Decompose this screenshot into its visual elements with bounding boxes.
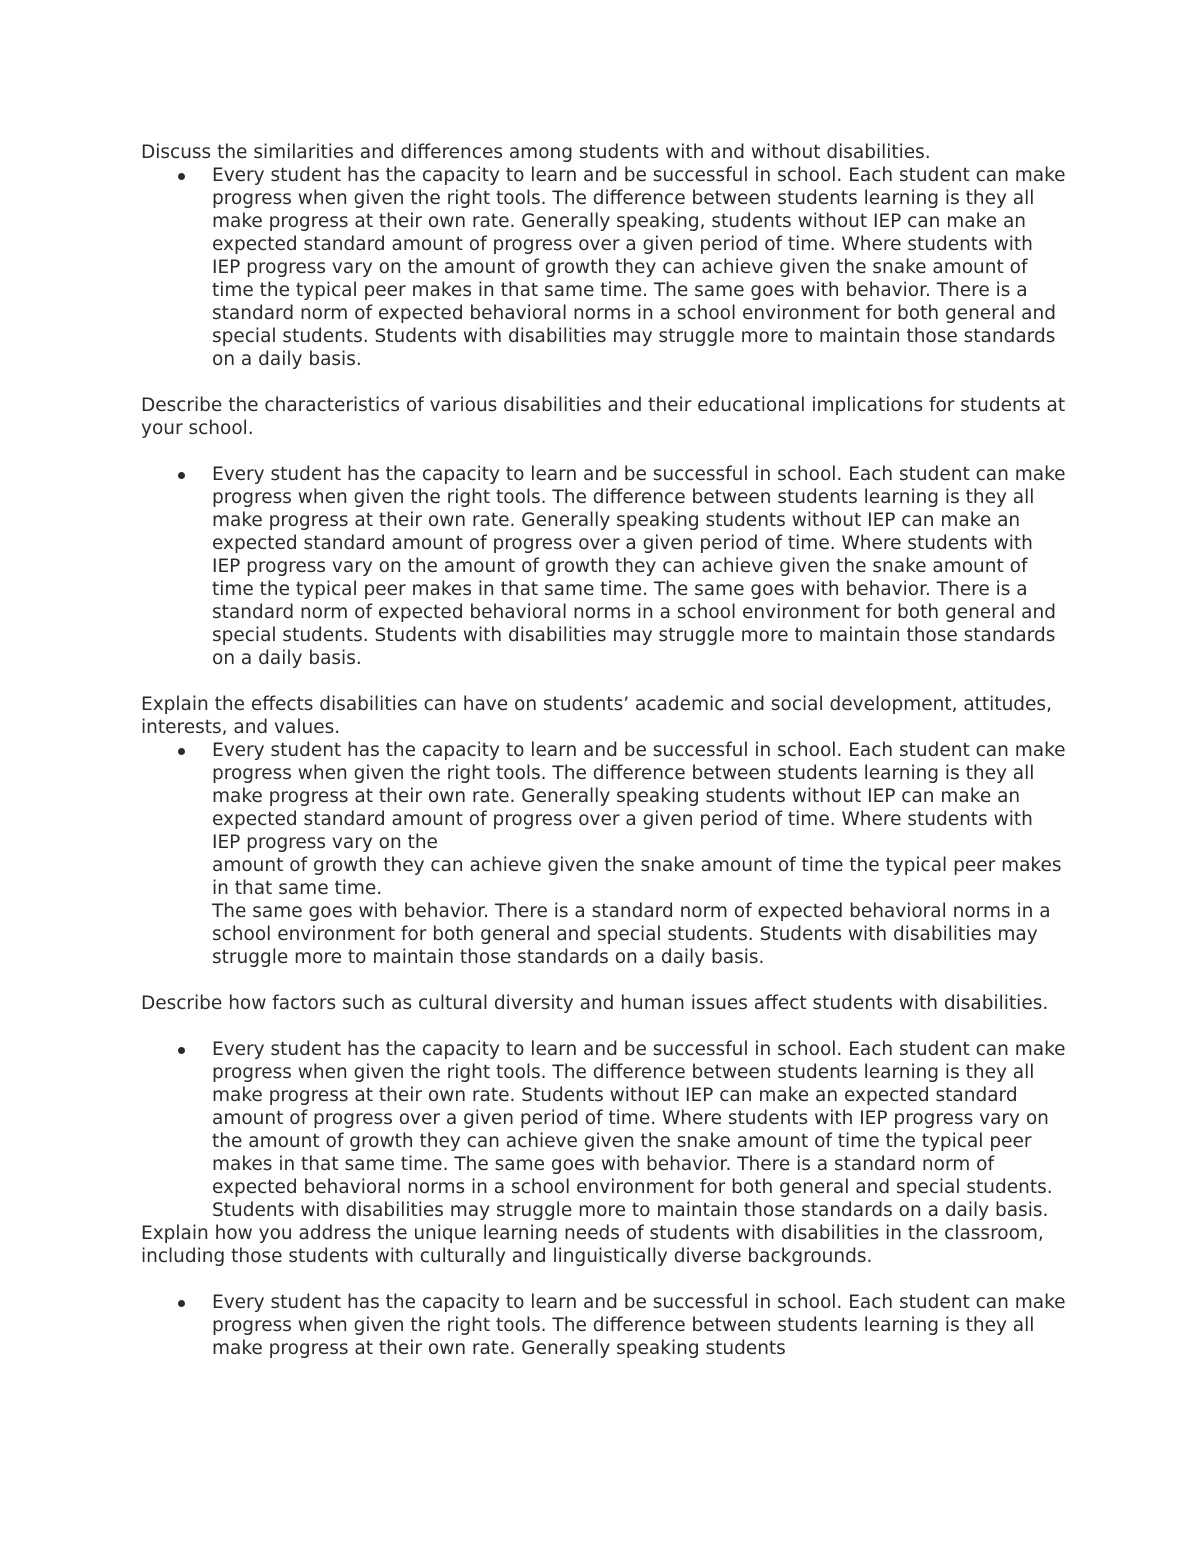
bullet-icon <box>178 472 185 479</box>
bullet-icon <box>178 173 185 180</box>
question-prompt: Describe the characteristics of various disabilities and their educational implications for students at your school. <box>141 395 1066 439</box>
bullet-icon <box>178 1300 185 1307</box>
answer-list <box>141 164 1066 371</box>
paragraph-spacer <box>141 371 1066 394</box>
bullet-icon <box>178 1047 185 1054</box>
answer-item <box>141 1291 1066 1360</box>
answer-item <box>141 463 1066 670</box>
question-prompt: Discuss the similarities and differences among students with and without disabilities. <box>141 142 931 163</box>
answer-text-line: amount of growth they can achieve given the snake amount of time the typical peer makes in that same time. <box>212 855 1062 899</box>
question-prompt: Explain the effects disabilities can have on students’ academic and social development, attitudes, interests, and values. <box>141 694 1052 738</box>
answer-item <box>141 739 1066 969</box>
bullet-icon <box>178 748 185 755</box>
answer-list <box>141 463 1066 670</box>
answer-item <box>141 1038 1066 1222</box>
answer-item <box>141 164 1066 371</box>
paragraph-spacer <box>141 969 1066 992</box>
document-body <box>141 141 1066 1360</box>
answer-list <box>141 1291 1066 1360</box>
answer-list <box>141 739 1066 969</box>
answer-text: Every student has the capacity to learn and be successful in school. Each student can make progress when given the right tools. The difference between students learning is they all make progress at their own rate. Students without IEP can make an expected standard amount of progress over a given period of time. Where students with IEP progress vary on the amount of growth they can achieve given the snake amount of time the typical peer makes in that same time. The same goes with behavior. There is a standard norm of expected behavioral norms in a school environment for both general and special students. Students with disabilities may struggle more to maintain those standards on a daily basis. <box>212 1039 1066 1221</box>
answer-text-line: Every student has the capacity to learn and be successful in school. Each student can make progress when given the right tools. The difference between students learning is they all make progress at their own rate. Generally speaking students without IEP can make an expected standard amount of progress over a given period of time. Where students with IEP progress vary on the <box>212 740 1066 853</box>
question-prompt: Explain how you address the unique learning needs of students with disabilities in the classroom, including those students with culturally and linguistically diverse backgrounds. <box>141 1223 1044 1267</box>
answer-list <box>141 1038 1066 1222</box>
paragraph-spacer <box>141 670 1066 693</box>
answer-text-line: The same goes with behavior. There is a standard norm of expected behavioral norms in a school environment for both general and special students. Students with disabilities may struggle more to maintain those standards on a daily basis. <box>212 901 1051 968</box>
answer-text: Every student has the capacity to learn and be successful in school. Each student can make progress when given the right tools. The difference between students learning is they all make progress at their own rate. Generally speaking, students without IEP can make an expected standard amount of progress over a given period of time. Where students with IEP progress vary on the amount of growth they can achieve given the snake amount of time the typical peer makes in that same time. The same goes with behavior. There is a standard norm of expected behavioral norms in a school environment for both general and special students. Students with disabilities may struggle more to maintain those standards on a daily basis. <box>212 165 1066 370</box>
answer-text: Every student has the capacity to learn and be successful in school. Each student can make progress when given the right tools. The difference between students learning is they all make progress at their own rate. Generally speaking students <box>212 1292 1066 1359</box>
answer-text: Every student has the capacity to learn and be successful in school. Each student can make progress when given the right tools. The difference between students learning is they all make progress at their own rate. Generally speaking students without IEP can make an expected standard amount of progress over a given period of time. Where students with IEP progress vary on the amount of growth they can achieve given the snake amount of time the typical peer makes in that same time. The same goes with behavior. There is a standard norm of expected behavioral norms in a school environment for both general and special students. Students with disabilities may struggle more to maintain those standards on a daily basis. <box>212 464 1066 669</box>
question-prompt: Describe how factors such as cultural diversity and human issues affect students with disabilities. <box>141 993 1049 1014</box>
